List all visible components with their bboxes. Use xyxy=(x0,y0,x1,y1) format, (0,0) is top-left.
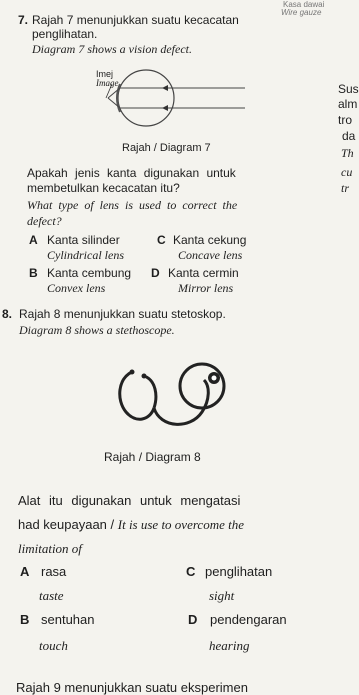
q8-option-d-letter[interactable]: D xyxy=(188,612,198,627)
q8-text-en: Diagram 8 shows a stethoscope. xyxy=(19,323,175,337)
q8-number: 8. xyxy=(2,307,13,321)
q7-option-b-en: Convex lens xyxy=(47,281,106,295)
q7-option-d-ms[interactable]: Kanta cermin xyxy=(168,266,239,280)
q8-option-c-ms[interactable]: penglihatan xyxy=(205,564,273,579)
side-cutoff-5: Th xyxy=(341,146,354,160)
earpiece-left xyxy=(130,370,135,375)
q7-question-en-2: defect? xyxy=(27,214,62,228)
q8-option-b-letter[interactable]: B xyxy=(20,612,30,627)
q7-question-ms-1: Apakah jenis kanta digunakan untuk xyxy=(27,166,236,180)
stethoscope-loop xyxy=(180,364,224,408)
chest-piece-diaphragm xyxy=(212,376,217,381)
q8-option-d-ms[interactable]: pendengaran xyxy=(210,612,287,627)
arrow-bottom xyxy=(162,105,168,111)
q8-question-en-3: limitation of xyxy=(18,541,82,556)
q7-option-a-ms[interactable]: Kanta silinder xyxy=(47,233,120,247)
q7-text-ms-1: Rajah 7 menunjukkan suatu kecacatan xyxy=(32,13,239,27)
q8-option-c-letter[interactable]: C xyxy=(186,564,196,579)
header-note-a: Kasa dawai xyxy=(283,0,325,9)
q8-question-line2: had keupayaan / It is use to overcome the xyxy=(18,517,244,532)
side-cutoff-2: alm xyxy=(338,97,358,111)
q7-question-ms-2: membetulkan kecacatan itu? xyxy=(27,181,180,195)
q8-option-a-en: taste xyxy=(39,588,64,603)
q8-option-c-en: sight xyxy=(209,588,235,603)
q8-option-d-en: hearing xyxy=(209,638,250,653)
arrow-top xyxy=(162,85,168,91)
q7-text-en: Diagram 7 shows a vision defect. xyxy=(32,42,192,56)
q7-option-c-en: Concave lens xyxy=(178,248,243,262)
q7-option-b-letter[interactable]: B xyxy=(29,266,38,280)
side-cutoff-4: da xyxy=(342,129,356,143)
diagram7-label-en: Image xyxy=(96,78,119,88)
q7-question-en-1: What type of lens is used to correct the xyxy=(27,198,238,212)
eye-outline xyxy=(118,70,174,126)
side-cutoff-6: cu xyxy=(341,165,353,179)
stethoscope-diagram xyxy=(94,362,234,437)
q7-option-d-en: Mirror lens xyxy=(178,281,234,295)
q7-text-ms-2: penglihatan. xyxy=(32,27,98,41)
stethoscope-tube-right xyxy=(144,376,156,408)
q7-option-d-letter[interactable]: D xyxy=(151,266,160,280)
side-cutoff-3: tro xyxy=(338,113,353,127)
diagram7-caption: Rajah / Diagram 7 xyxy=(122,142,211,154)
earpiece-right xyxy=(142,374,147,379)
q9-text: Rajah 9 menunjukkan suatu eksperimen xyxy=(16,680,248,695)
side-cutoff-7: tr xyxy=(341,181,350,195)
q8-text-ms: Rajah 8 menunjukkan suatu stetoskop. xyxy=(19,307,226,321)
q7-number: 7. xyxy=(18,13,29,27)
q8-question-ms-1: Alat itu digunakan untuk mengatasi xyxy=(18,493,241,508)
diagram7-label-ms: Imej xyxy=(96,69,114,79)
q8-option-a-ms[interactable]: rasa xyxy=(41,564,67,579)
header-note-b: Wire gauze xyxy=(281,8,322,17)
q7-option-c-ms[interactable]: Kanta cekung xyxy=(173,233,247,247)
q7-option-a-letter[interactable]: A xyxy=(29,233,38,247)
side-cutoff-1: Sus xyxy=(338,82,359,96)
diagram8-caption: Rajah / Diagram 8 xyxy=(104,450,201,464)
q7-option-c-letter[interactable]: C xyxy=(157,233,166,247)
q8-option-b-en: touch xyxy=(39,638,68,653)
q8-option-b-ms[interactable]: sentuhan xyxy=(41,612,95,627)
q8-option-a-letter[interactable]: A xyxy=(20,564,30,579)
q7-option-a-en: Cylindrical lens xyxy=(47,248,124,262)
q7-option-b-ms[interactable]: Kanta cembung xyxy=(47,266,132,280)
